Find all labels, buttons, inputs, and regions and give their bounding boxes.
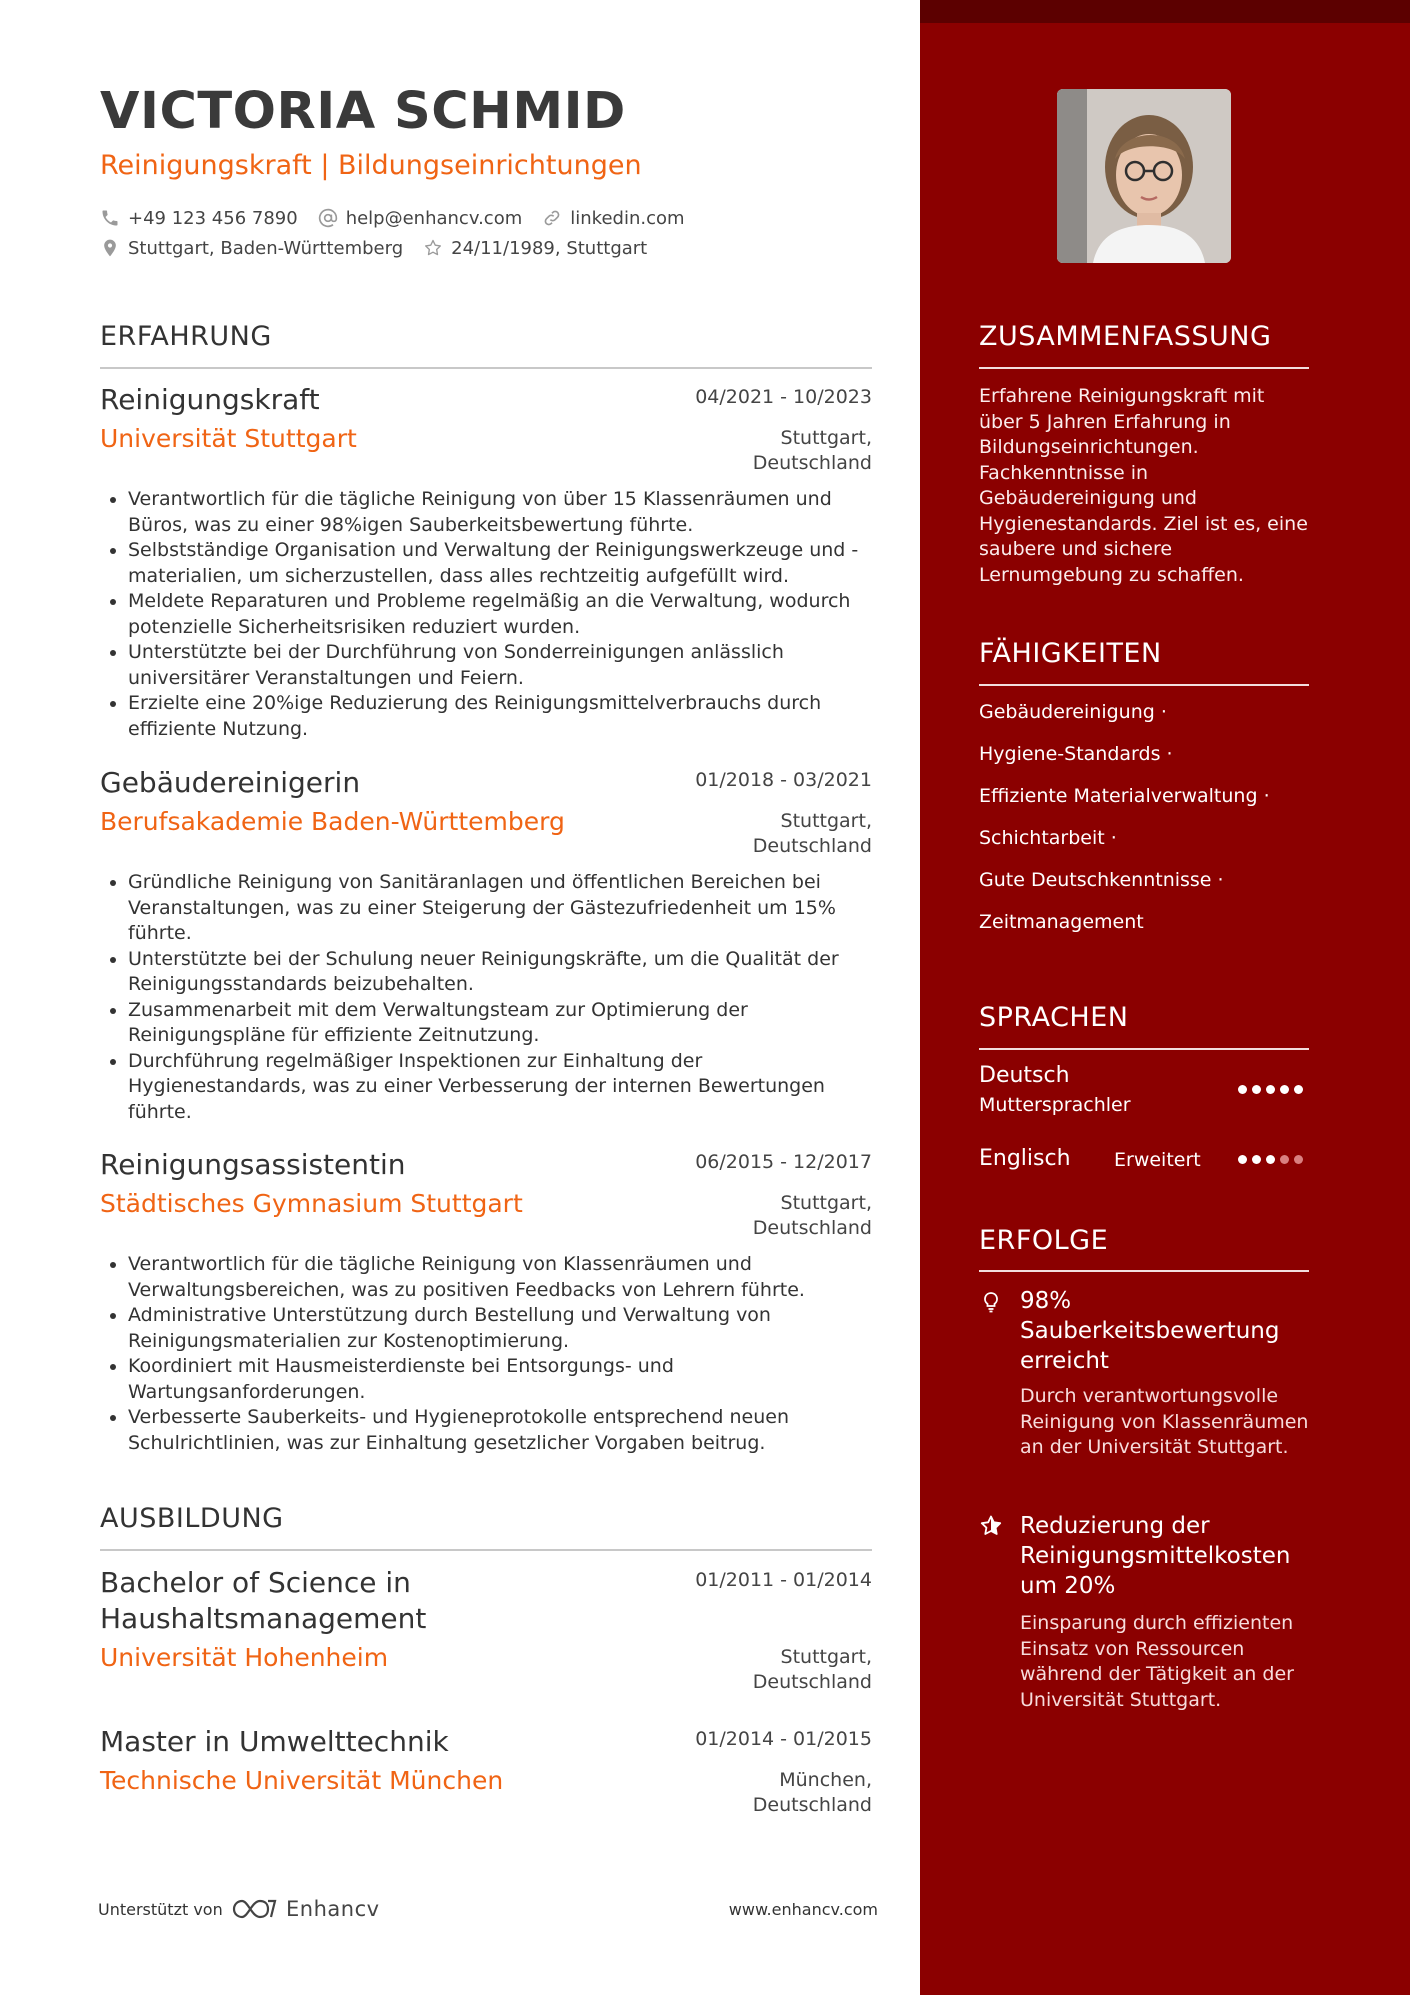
language-rating <box>1238 1085 1308 1094</box>
rating-dot-filled <box>1266 1155 1275 1164</box>
sidebar-topbar <box>920 0 1410 23</box>
skill-item: Effiziente Materialverwaltung · <box>979 785 1270 807</box>
location-country: Deutschland <box>752 1671 872 1693</box>
experience-role: Reinigungskraft <box>100 383 320 416</box>
skills-heading: FÄHIGKEITEN <box>979 638 1162 669</box>
education-entry <box>100 1565 872 1693</box>
achievement-desc: Einsparung durch effizienten Einsatz von Ressourcen während der Tätigkeit an der Universität Stuttgart. <box>1020 1612 1294 1711</box>
bullet-item: • Meldete Reparaturen und Probleme regelmäßig an die Verwaltung, wodurch potenzielle Sicherheitsrisiken reduziert wurden. <box>128 589 872 640</box>
education-entry <box>100 1724 872 1816</box>
rating-dot-empty <box>1280 1155 1289 1164</box>
education-degree-line: Master in Umwelttechnik <box>100 1725 449 1758</box>
skill-item: Schichtarbeit · <box>979 827 1117 849</box>
rating-dot-filled <box>1252 1085 1261 1094</box>
experience-location <box>753 809 872 859</box>
rating-dot-filled <box>1266 1085 1275 1094</box>
skill-label: Hygiene-Standards <box>979 743 1161 765</box>
achievements-heading: ERFOLGE <box>979 1225 1109 1256</box>
location-city: München, <box>779 1769 872 1791</box>
languages-divider <box>979 1048 1309 1050</box>
bullet-item: • Verbesserte Sauberkeits- und Hygieneprotokolle entsprechend neuen Schulrichtlinien, was zur Einhaltung gesetzlicher Vorgaben beitrug. <box>128 1405 872 1456</box>
education-org: Universität Hohenheim <box>100 1643 389 1672</box>
email-contact[interactable] <box>318 208 523 229</box>
bullet-item: • Unterstützte bei der Durchführung von Sonderreinigungen anlässlich universitärer Veranstaltungen und Feiern. <box>128 640 872 691</box>
achievement-title: Reduzierung der Reinigungsmittelkosten um 20% <box>1020 1513 1291 1599</box>
skill-item <box>979 911 1144 933</box>
skills-divider <box>979 684 1309 686</box>
lightbulb-icon <box>979 1290 1003 1314</box>
profile-photo-image <box>1057 89 1231 263</box>
skill-label: Zeitmanagement <box>979 911 1144 933</box>
experience-bullets <box>100 870 872 1125</box>
rating-dot-filled <box>1252 1155 1261 1164</box>
rating-dot-filled <box>1294 1085 1303 1094</box>
rating-dot-filled <box>1238 1155 1247 1164</box>
achievements-divider <box>979 1270 1309 1272</box>
bullet-item: • Erzielte eine 20%ige Reduzierung des Reinigungsmittelverbrauchs durch effiziente Nutzung. <box>128 691 872 742</box>
education-heading: AUSBILDUNG <box>100 1503 284 1534</box>
bullet-item: • Zusammenarbeit mit dem Verwaltungsteam zur Optimierung der Reinigungspläne für effiziente Zeitnutzung. <box>128 998 872 1049</box>
experience-org: Städtisches Gymnasium Stuttgart <box>100 1189 523 1218</box>
rating-dot-filled <box>1238 1085 1247 1094</box>
job-subtitle: Reinigungskraft | Bildungseinrichtungen <box>100 150 642 181</box>
language-level: Erweitert <box>1114 1149 1201 1171</box>
location-city: Stuttgart, <box>780 1646 872 1668</box>
skill-label: Gebäudereinigung <box>979 701 1155 723</box>
link-icon <box>542 208 562 228</box>
location-city: Stuttgart, <box>780 427 872 449</box>
bullet-item: • Administrative Unterstützung durch Bestellung und Verwaltung von Reinigungsmaterialien zur Kostenoptimierung. <box>128 1303 872 1354</box>
skill-item: Hygiene-Standards · <box>979 743 1173 765</box>
education-location <box>753 1768 872 1818</box>
education-org: Technische Universität München <box>100 1766 504 1795</box>
bullet-item: • Selbstständige Organisation und Verwaltung der Reinigungswerkzeuge und -materialien, um sicherzustellen, dass alles rechtzeitig aufgefüllt wird. <box>128 538 872 589</box>
birth-text: 24/11/1989, Stuttgart <box>451 237 648 259</box>
skill-label: Effiziente Materialverwaltung <box>979 785 1258 807</box>
candidate-name: VICTORIA SCHMID <box>100 82 626 141</box>
education-degree-line: Haushaltsmanagement <box>100 1602 427 1635</box>
achievement-title: 98% Sauberkeitsbewertung erreicht <box>1020 1288 1280 1374</box>
experience-bullets <box>100 487 872 742</box>
at-icon <box>318 208 338 228</box>
language-rating <box>1238 1155 1308 1164</box>
experience-heading: ERFAHRUNG <box>100 321 272 352</box>
experience-org: Berufsakademie Baden-Württemberg <box>100 807 565 836</box>
experience-dates: 06/2015 - 12/2017 <box>695 1151 872 1173</box>
language-level: Muttersprachler <box>979 1094 1131 1116</box>
achievement-desc: Durch verantwortungsvolle Reinigung von Klassenräumen an der Universität Stuttgart. <box>1020 1385 1309 1458</box>
profile-photo <box>1057 89 1231 263</box>
location-city: Stuttgart, <box>780 810 872 832</box>
languages-heading: SPRACHEN <box>979 1002 1129 1033</box>
location-country: Deutschland <box>752 1794 872 1816</box>
bullet-item: • Koordiniert mit Hausmeisterdienste bei Entsorgungs- und Wartungsanforderungen. <box>128 1354 872 1405</box>
bullet-item: • Verantwortlich für die tägliche Reinigung von über 15 Klassenräumen und Büros, was zu einer 98%igen Sauberkeitsbewertung führte. <box>128 487 872 538</box>
footer <box>98 1896 878 1926</box>
experience-divider <box>100 367 872 369</box>
education-location <box>753 1645 872 1695</box>
bullet-item: • Durchführung regelmäßiger Inspektionen zur Einhaltung der Hygienestandards, was zu einer Verbesserung der internen Bewertungen führte. <box>128 1049 872 1126</box>
skill-item: Gebäudereinigung · <box>979 701 1167 723</box>
contact-info <box>100 203 705 263</box>
bullet-item: • Verantwortlich für die tägliche Reinigung von Klassenräumen und Verwaltungsbereichen, was zu positiven Feedbacks von Lehrern führte. <box>128 1252 872 1303</box>
experience-dates: 04/2021 - 10/2023 <box>695 386 872 408</box>
experience-entry <box>100 765 872 1125</box>
experience-entry <box>100 1147 872 1456</box>
experience-location <box>753 1191 872 1241</box>
education-dates: 01/2011 - 01/2014 <box>695 1569 872 1591</box>
star-icon <box>979 1514 1003 1538</box>
skill-label: Gute Deutschkenntnisse <box>979 869 1212 891</box>
skill-label: Schichtarbeit <box>979 827 1105 849</box>
rating-dot-filled <box>1280 1085 1289 1094</box>
education-degree-line: Bachelor of Science in <box>100 1566 411 1599</box>
phone-contact[interactable] <box>100 208 298 229</box>
skill-item: Gute Deutschkenntnisse · <box>979 869 1224 891</box>
linkedin-contact[interactable] <box>542 208 684 229</box>
email-text: help@enhancv.com <box>345 207 523 229</box>
education-dates: 01/2014 - 01/2015 <box>695 1728 872 1750</box>
location-country: Deutschland <box>752 835 872 857</box>
enhancv-logo[interactable] <box>230 1896 380 1922</box>
location-text: Stuttgart, Baden-Württemberg <box>128 237 404 259</box>
experience-location <box>753 426 872 476</box>
experience-role: Gebäudereinigerin <box>100 766 361 799</box>
summary-divider <box>979 367 1309 369</box>
location-city: Stuttgart, <box>780 1192 872 1214</box>
bullet-item: • Unterstützte bei der Schulung neuer Reinigungskräfte, um die Qualität der Reinigungsstandards beizubehalten. <box>128 947 872 998</box>
bullet-item: • Gründliche Reinigung von Sanitäranlagen und öffentlichen Bereichen bei Veranstaltungen, was zu einer Steigerung der Gästezufriedenheit um 15% führte. <box>128 870 872 947</box>
experience-entry <box>100 382 872 742</box>
location-contact <box>100 238 403 259</box>
experience-dates: 01/2018 - 03/2021 <box>695 769 872 791</box>
experience-org: Universität Stuttgart <box>100 424 357 453</box>
map-pin-icon <box>100 238 120 258</box>
star-outline-icon <box>423 238 443 258</box>
powered-by-label: Unterstützt von <box>98 1900 223 1919</box>
summary-heading: ZUSAMMENFASSUNG <box>979 321 1272 352</box>
education-divider <box>100 1549 872 1551</box>
language-name: Deutsch <box>979 1063 1070 1088</box>
experience-role: Reinigungsassistentin <box>100 1148 406 1181</box>
location-country: Deutschland <box>752 1217 872 1239</box>
enhancv-logo-icon <box>230 1896 278 1922</box>
footer-url[interactable]: www.enhancv.com <box>728 1900 878 1919</box>
linkedin-text: linkedin.com <box>570 207 685 229</box>
sidebar <box>920 0 1410 1995</box>
summary-text: Erfahrene Reinigungskraft mit über 5 Jahren Erfahrung in Bildungseinrichtungen. Fachkenntnisse in Gebäudereinigung und Hygienestandards. Ziel ist es, eine saubere und sichere Lernumgebung zu schaffen. <box>979 385 1308 586</box>
enhancv-brand: Enhancv <box>286 1897 380 1921</box>
phone-icon <box>100 208 120 228</box>
phone-text: +49 123 456 7890 <box>128 207 298 229</box>
experience-bullets <box>100 1252 872 1456</box>
rating-dot-empty <box>1294 1155 1303 1164</box>
language-name: Englisch <box>979 1146 1071 1171</box>
location-country: Deutschland <box>752 452 872 474</box>
birth-contact <box>423 238 647 259</box>
